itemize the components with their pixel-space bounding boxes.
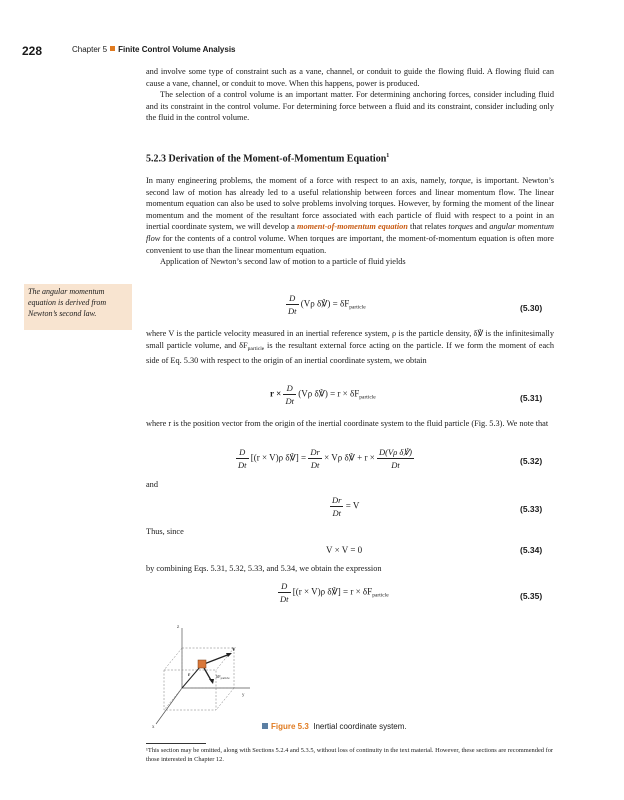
footnote-rule: [146, 743, 206, 744]
page-number: 228: [22, 44, 43, 58]
key-term: moment-of-momentum equation: [297, 222, 408, 232]
x-label: x: [152, 725, 155, 730]
intro-text: [146, 66, 554, 124]
equation-number-5-34: (5.34): [520, 545, 543, 555]
y-label: y: [242, 693, 245, 698]
equation-5-30: $\frac{D}{Dt}$ (Vρ δ℣) = $\delta F_{particle}$: [288, 293, 366, 316]
orange-square-icon: [110, 46, 115, 51]
equation-number-5-31: (5.31): [520, 393, 543, 403]
body-paragraph-4: where r is the position vector from the origin of the inertial coordinate system to the fluid particle (Fig. 5.3). We note that: [146, 419, 549, 428]
z-label: z: [177, 625, 180, 630]
chapter-label: Chapter 5: [72, 45, 108, 54]
figure-label: Figure 5.3: [271, 722, 309, 731]
equation-number-5-33: (5.33): [520, 504, 543, 514]
combining-text: by combining Eqs. 5.31, 5.32, 5.33, and 5.34, we obtain the expression: [146, 564, 382, 573]
blue-square-icon: [262, 723, 268, 729]
body-paragraph-2: Application of Newton’s second law of motion to a particle of fluid yields: [160, 257, 406, 267]
equation-5-31: r × $\frac{D}{Dt}$ (Vρ δ℣) = $r \times \delta F_{particle}$: [270, 383, 376, 406]
and-text: and: [146, 480, 158, 489]
section-heading: 5.2.3 Derivation of the Moment-of-Momentum Equation$^1$: [146, 153, 390, 165]
body-paragraph-1: In many engineering problems, the moment of a force with respect to an axis, namely, torque, is important. Newton’s second law of motion has already led to a useful relationship between forces and linear momentum flow. The linear momentum equation can also be used to solve problems involving torques. However, by forming the moment of the linear momentum and the moment of the resultant force associated with each particle of fluid with respect to a point in an inertial coordinate system, we will develop a moment-of-momentum equation that relates torques and angular momentum flow for the contents of a control volume. When torques are important, the moment-of-momentum equation is often more convenient to use than the linear momentum equation. Application of Newton’s second law of motion to a particle of fluid yields: [146, 176, 555, 267]
dF-label: $\delta F_{particle}$: [216, 674, 230, 680]
equation-5-32: $\frac{D}{Dt}$ [(r × V)ρ δ℣] = $\frac{Dr}{Dt}$ × Vρ δ℣ + r × $\frac{\text{D(Vρ δ℣)}}{Dt}$: [238, 447, 412, 470]
equation-5-35: $\frac{D}{Dt}$ [(r × V)ρ δ℣] = $r \times \delta F_{particle}$: [280, 581, 389, 604]
position-vector-r: [182, 667, 200, 688]
equation-5-34: V × V = 0: [326, 545, 363, 555]
force-arrowhead-icon: [209, 679, 214, 684]
chapter-header: [72, 45, 236, 54]
intro-paragraph-2: The selection of a control volume is an important matter. For determining anchoring forces, consider including fluid and its constraint in the control volume. For determining force between a fluid and its constraint, consider including only the fluid in the control volume.: [146, 90, 554, 123]
chapter-title: Finite Control Volume Analysis: [118, 45, 236, 54]
intro-paragraph-1: and involve some type of constraint such as a vane, channel, or conduit to guide the flowing fluid. A flowing fluid can cause a vane, channel, or conduit to move. When this happens, power is produced.: [146, 67, 554, 88]
footnote: ¹This section may be omitted, along with Sections 5.2.4 and 5.3.5, without loss of continuity in the text material. However, these sections are recommended for those interested in Chapter 12.: [146, 747, 554, 763]
fluid-particle: [198, 660, 206, 668]
thus-since-text: Thus, since: [146, 527, 184, 536]
figure-inertial-coordinate-system: [152, 620, 252, 730]
velocity-vector-V: [204, 654, 230, 664]
equation-number-5-35: (5.35): [520, 591, 543, 601]
figure-caption-text: Inertial coordinate system.: [313, 722, 407, 731]
x-axis: [156, 688, 182, 724]
equation-5-33: $\frac{Dr}{Dt}$ = V: [332, 495, 360, 518]
r-label: r: [188, 673, 191, 678]
equation-number-5-32: (5.32): [520, 456, 543, 466]
margin-note: The angular momentum equation is derived from Newton’s second law.: [24, 284, 132, 330]
equation-number-5-30: (5.30): [520, 303, 543, 313]
body-paragraph-3: where V is the particle velocity measured in an inertial reference system, ρ is the particle density, δ℣ is the infinitesimally small particle volume, and $\delta F_{particle}$ is the resultant external force acting on the particle. If we form the moment of each side of Eq. 5.30 with respect to the origin of an inertial coordinate system, we obtain: [146, 329, 554, 366]
V-label: V: [232, 648, 236, 653]
figure-caption: [262, 722, 407, 731]
page-header: [22, 42, 42, 60]
